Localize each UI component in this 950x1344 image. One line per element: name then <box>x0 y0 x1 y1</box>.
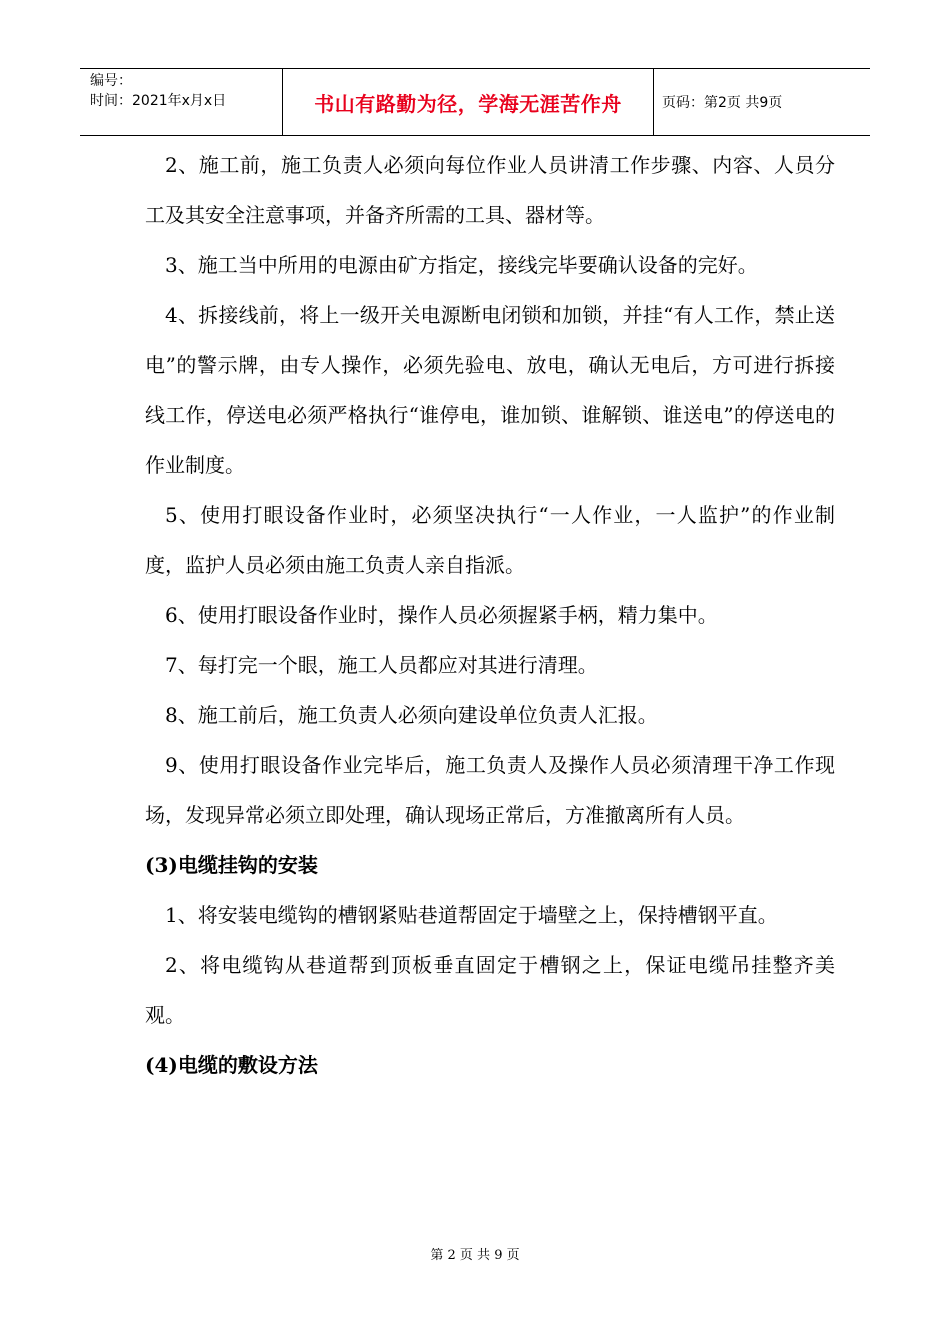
number-label: 编号： <box>90 73 132 89</box>
time-label: 时间：2021年x月x日 <box>90 93 227 109</box>
paragraph-8: 8、施工前后，施工负责人必须向建设单位负责人汇报。 <box>165 703 658 727</box>
paragraph-9: 9、使用打眼设备作业完毕后，施工负责人及操作人员必须清理干净工作现场，发现异常必须立即处理，确认现场正常后，方准撤离所有人员。 <box>145 753 835 827</box>
header-page-label: 页码：第2页 共9页 <box>662 95 783 111</box>
document-header <box>80 68 870 136</box>
paragraph-3: 3、施工当中所用的电源由矿方指定，接线完毕要确认设备的完好。 <box>165 253 758 277</box>
paragraph-4: 4、拆接线前，将上一级开关电源断电闭锁和加锁，并挂“有人工作，禁止送电”的警示牌，由专人操作，必须先验电、放电，确认无电后，方可进行拆接线工作，停送电必须严格执行“谁停电，谁加锁、谁解锁、谁送电”的停送电的作业制度。 <box>145 303 835 477</box>
paragraph-5: 5、使用打眼设备作业时，必须坚决执行“一人作业，一人监护”的作业制度，监护人员必须由施工负责人亲自指派。 <box>145 503 835 577</box>
section-3-title: (3)电缆挂钩的安装 <box>145 853 318 877</box>
page-footer <box>0 1244 950 1263</box>
section-3-paragraph-1: 1、将安装电缆钩的槽钢紧贴巷道帮固定于墙壁之上，保持槽钢平直。 <box>165 903 778 927</box>
paragraph-6: 6、使用打眼设备作业时，操作人员必须握紧手柄，精力集中。 <box>165 603 718 627</box>
header-page-cell <box>654 69 870 135</box>
footer-page-number: 第 2 页 共 9 页 <box>430 1248 520 1263</box>
section-3-paragraph-2: 2、将电缆钩从巷道帮到顶板垂直固定于槽钢之上，保证电缆吊挂整齐美观。 <box>145 953 835 1027</box>
paragraph-7: 7、每打完一个眼，施工人员都应对其进行清理。 <box>165 653 598 677</box>
header-motto: 书山有路勤为径，学海无涯苦作舟 <box>314 91 622 116</box>
section-4-title: (4)电缆的敷设方法 <box>145 1053 318 1077</box>
header-motto-cell <box>282 69 654 135</box>
document-body <box>145 140 835 1090</box>
paragraph-2: 2、施工前，施工负责人必须向每位作业人员讲清工作步骤、内容、人员分工及其安全注意事项，并备齐所需的工具、器材等。 <box>145 153 835 227</box>
header-meta <box>80 69 282 135</box>
